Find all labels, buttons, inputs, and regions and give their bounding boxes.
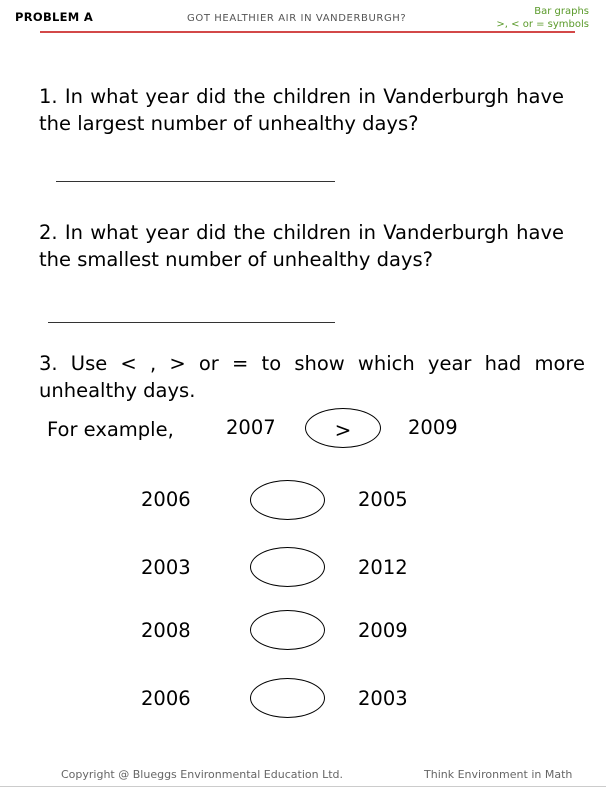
comparison-3-answer-oval[interactable] xyxy=(250,610,325,650)
example-symbol: > xyxy=(334,418,352,442)
topic-line-1: Bar graphs xyxy=(534,6,589,17)
question-2: 2. In what year did the children in Vanderburgh have the smallest number of unhealthy days? xyxy=(39,221,564,271)
question-1: 1. In what year did the children in Vanderburgh have the largest number of unhealthy days? xyxy=(39,85,564,135)
comparison-1-left-year: 2006 xyxy=(141,488,191,511)
brand-text: Think Environment in Math xyxy=(424,768,573,781)
example-symbol-oval xyxy=(305,408,381,448)
problem-label: PROBLEM A xyxy=(15,10,94,24)
example-right-year: 2009 xyxy=(408,416,458,439)
comparison-4-left-year: 2006 xyxy=(141,687,191,710)
answer-line-1[interactable] xyxy=(56,181,335,182)
example-label: For example, xyxy=(47,418,174,441)
comparison-2-left-year: 2003 xyxy=(141,556,191,579)
topic-tag xyxy=(496,5,589,31)
comparison-4-answer-oval[interactable] xyxy=(250,678,325,718)
comparison-3-right-year: 2009 xyxy=(358,619,408,642)
topic-line-2: >, < or = symbols xyxy=(496,19,589,30)
worksheet-title: GOT HEALTHIER AIR IN VANDERBURGH? xyxy=(187,13,407,24)
comparison-2-answer-oval[interactable] xyxy=(250,547,325,587)
footer-divider xyxy=(0,786,606,787)
header-divider xyxy=(40,31,575,33)
comparison-1-right-year: 2005 xyxy=(358,488,408,511)
example-left-year: 2007 xyxy=(226,416,276,439)
comparison-3-left-year: 2008 xyxy=(141,619,191,642)
comparison-4-right-year: 2003 xyxy=(358,687,408,710)
comparison-2-right-year: 2012 xyxy=(358,556,408,579)
comparison-1-answer-oval[interactable] xyxy=(250,480,325,520)
answer-line-2[interactable] xyxy=(48,322,335,323)
copyright-text: Copyright @ Blueggs Environmental Education Ltd. xyxy=(61,768,343,781)
question-3: 3. Use < , > or = to show which year had more unhealthy days. xyxy=(39,352,585,402)
